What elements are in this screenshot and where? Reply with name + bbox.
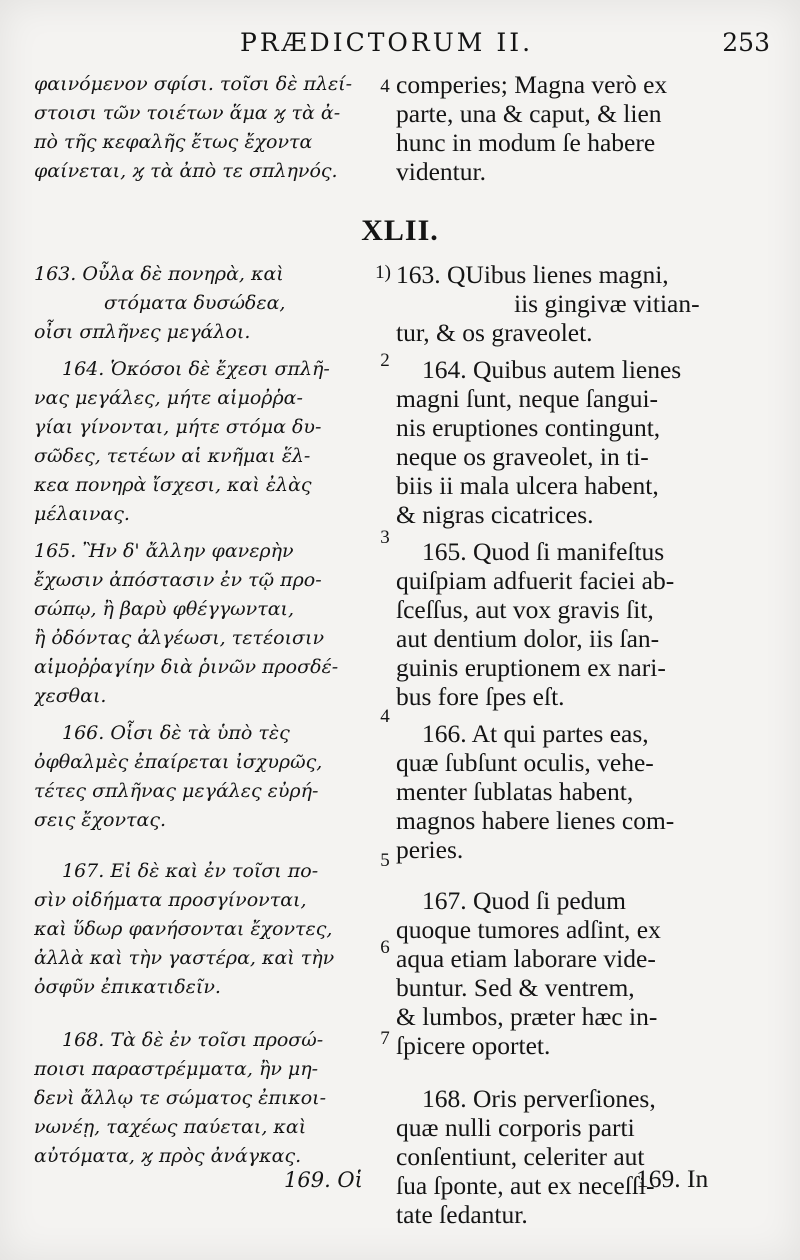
latin-line: quiſpiam adfuerit faciei ab- bbox=[396, 566, 675, 595]
latin-line: quoque tumores adſint, ex bbox=[396, 915, 661, 944]
latin-intro bbox=[396, 70, 776, 186]
greek-line: ὀσφῦν ἐπικατιδεῖν. bbox=[34, 976, 221, 998]
greek-catchword: 169. Οἱ bbox=[284, 1168, 363, 1192]
latin-aphorism-168 bbox=[396, 1084, 776, 1229]
latin-line: 166. At qui partes eas, bbox=[422, 719, 649, 748]
latin-line: guinis eruptionem ex nari- bbox=[396, 653, 666, 682]
section-heading: XLII. bbox=[361, 214, 439, 247]
margin-marker: 1) bbox=[375, 262, 391, 283]
latin-line: magni ſunt, neque ſangui- bbox=[396, 384, 659, 413]
latin-line: 163. QUibus lienes magni, bbox=[396, 260, 669, 289]
greek-line: 166. Οἷσι δὲ τὰ ὑπὸ τὲς bbox=[62, 722, 290, 744]
latin-line: 168. Oris perverſiones, bbox=[422, 1084, 656, 1113]
greek-line: ἔχωσιν ἀπόστασιν ἐν τῷ προ- bbox=[34, 569, 322, 591]
greek-line: νωνέῃ, ταχέως παύεται, καὶ bbox=[34, 1116, 307, 1138]
latin-line: biis ii mala ulcera habent, bbox=[396, 471, 659, 500]
latin-line: & lumbos, præter hæc in- bbox=[396, 1002, 658, 1031]
greek-intro bbox=[34, 70, 374, 186]
latin-line: menter ſublatas habent, bbox=[396, 777, 634, 806]
page-header bbox=[0, 28, 800, 64]
greek-line: ποισι παραστρέμματα, ἢν μη- bbox=[34, 1058, 319, 1080]
greek-aphorism-168 bbox=[34, 1026, 374, 1171]
latin-line: aut dentium dolor, iis ſan- bbox=[396, 624, 660, 653]
greek-aphorism-165 bbox=[34, 537, 374, 711]
latin-line: quæ ſubſunt oculis, vehe- bbox=[396, 748, 654, 777]
greek-line: μέλαινας. bbox=[34, 503, 130, 525]
latin-line: magnos habere lienes com- bbox=[396, 806, 675, 835]
latin-line: tate ſedantur. bbox=[396, 1200, 528, 1229]
greek-line: καὶ ὕδωρ φανήσονται ἔχοντες, bbox=[34, 918, 333, 940]
greek-line: πὸ τῆς κεφαλῆς ἔτως ἔχοντα bbox=[34, 131, 313, 153]
greek-line: χεσθαι. bbox=[34, 685, 107, 707]
margin-marker: 3 bbox=[380, 527, 390, 548]
latin-line: peries. bbox=[396, 835, 464, 864]
latin-line: 164. Quibus autem lienes bbox=[422, 355, 682, 384]
margin-marker: 6 bbox=[380, 937, 390, 958]
margin-marker: 4 bbox=[380, 76, 390, 97]
greek-line: 168. Τὰ δὲ ἐν τοῖσι προσώ- bbox=[62, 1029, 324, 1051]
latin-line: conſentiunt, celeriter aut bbox=[396, 1142, 645, 1171]
greek-line: 163. Οὖλα δὲ πονηρὰ, καὶ bbox=[34, 263, 284, 285]
greek-line: γίαι γίνονται, μήτε στόμα δυ- bbox=[34, 416, 322, 438]
greek-line: ἢ ὀδόντας ἀλγέωσι, τετέοισιν bbox=[34, 627, 325, 649]
latin-line: tur, & os graveolet. bbox=[396, 318, 593, 347]
greek-line: φαίνεται, ϗ τὰ ἀπὸ τε σπληνός. bbox=[34, 160, 338, 182]
greek-line: 164. Ὁκόσοι δὲ ἔχεσι σπλῆ- bbox=[62, 358, 330, 380]
greek-line: αὐτόματα, ϗ πρὸς ἀνάγκας. bbox=[34, 1145, 302, 1167]
greek-aphorism-164 bbox=[34, 355, 374, 529]
greek-line: ὀφθαλμὲς ἐπαίρεται ἰσχυρῶς, bbox=[34, 751, 323, 773]
greek-line: στοισι τῶν τοιέτων ἅμα ϗ τὰ ἀ- bbox=[34, 102, 341, 124]
latin-line: hunc in modum ſe habere bbox=[396, 128, 656, 157]
latin-column bbox=[396, 70, 776, 1237]
greek-line: κεα πονηρὰ ἴσχεσι, καὶ ἐλὰς bbox=[34, 474, 312, 496]
latin-line: & nigras cicatrices. bbox=[396, 500, 594, 529]
latin-aphorism-164 bbox=[396, 355, 776, 529]
greek-line: οἶσι σπλῆνες μεγάλοι. bbox=[34, 321, 251, 343]
latin-line: 167. Quod ſi pedum bbox=[422, 886, 626, 915]
greek-line: στόματα δυσώδεα, bbox=[104, 292, 286, 314]
latin-aphorism-167 bbox=[396, 886, 776, 1060]
greek-line: δενὶ ἄλλῳ τε σώματος ἐπικοι- bbox=[34, 1087, 327, 1109]
latin-line: parte, una & caput, & lien bbox=[396, 99, 662, 128]
greek-line: σώπῳ, ἢ βαρὺ φθέγγωνται, bbox=[34, 598, 295, 620]
latin-aphorism-163 bbox=[396, 260, 776, 347]
greek-line: τέτες σπλῆνας μεγάλες εὐρή- bbox=[34, 780, 319, 802]
latin-line: 165. Quod ſi manifeſtus bbox=[422, 537, 665, 566]
page-number: 253 bbox=[722, 28, 770, 57]
greek-line: σῶδες, τετέων αἱ κνῆμαι ἕλ- bbox=[34, 445, 311, 467]
greek-aphorism-167 bbox=[34, 857, 374, 1002]
greek-line: σὶν οἰδήματα προσγίνονται, bbox=[34, 889, 307, 911]
greek-line: ἀλλὰ καὶ τὴν γαστέρα, καὶ τὴν bbox=[34, 947, 335, 969]
latin-aphorism-165 bbox=[396, 537, 776, 711]
margin-marker: 2 bbox=[380, 350, 390, 371]
latin-line: nis eruptiones contingunt, bbox=[396, 413, 661, 442]
latin-line: comperies; Magna verò ex bbox=[396, 70, 668, 99]
latin-aphorism-166 bbox=[396, 719, 776, 864]
margin-marker: 5 bbox=[380, 850, 390, 871]
latin-line: aqua etiam laborare vide- bbox=[396, 944, 656, 973]
running-title: PRÆDICTORUM II. bbox=[240, 28, 534, 57]
latin-line: videntur. bbox=[396, 157, 486, 186]
greek-line: φαινόμενον σφίσι. τοῖσι δὲ πλεί- bbox=[34, 73, 353, 95]
latin-line: bus fore ſpes eſt. bbox=[396, 682, 565, 711]
greek-line: σεις ἔχοντας. bbox=[34, 809, 167, 831]
greek-line: αἱμοῤῥαγίην διὰ ῥινῶν προσδέ- bbox=[34, 656, 339, 678]
greek-aphorism-163 bbox=[34, 260, 374, 347]
greek-line: νας μεγάλες, μήτε αἱμοῤῥα- bbox=[34, 387, 303, 409]
latin-line: ſceſſus, aut vox gravis ſit, bbox=[396, 595, 654, 624]
latin-line: neque os graveolet, in ti- bbox=[396, 442, 649, 471]
latin-line: quæ nulli corporis parti bbox=[396, 1113, 635, 1142]
greek-line: 167. Εἰ δὲ καὶ ἐν τοῖσι πο- bbox=[62, 860, 319, 882]
greek-aphorism-166 bbox=[34, 719, 374, 835]
latin-line: ſua ſponte, aut ex neceſſi- bbox=[396, 1171, 655, 1200]
margin-marker: 4 bbox=[380, 706, 390, 727]
greek-line: 165. Ἢν δ' ἄλλην φανερὴν bbox=[34, 540, 294, 562]
margin-marker: 7 bbox=[380, 1028, 390, 1049]
latin-line: ſpicere oportet. bbox=[396, 1031, 551, 1060]
latin-line: buntur. Sed & ventrem, bbox=[396, 973, 635, 1002]
latin-catchword: 169. In bbox=[636, 1164, 709, 1193]
latin-line: iis gingivæ vitian- bbox=[514, 289, 700, 318]
